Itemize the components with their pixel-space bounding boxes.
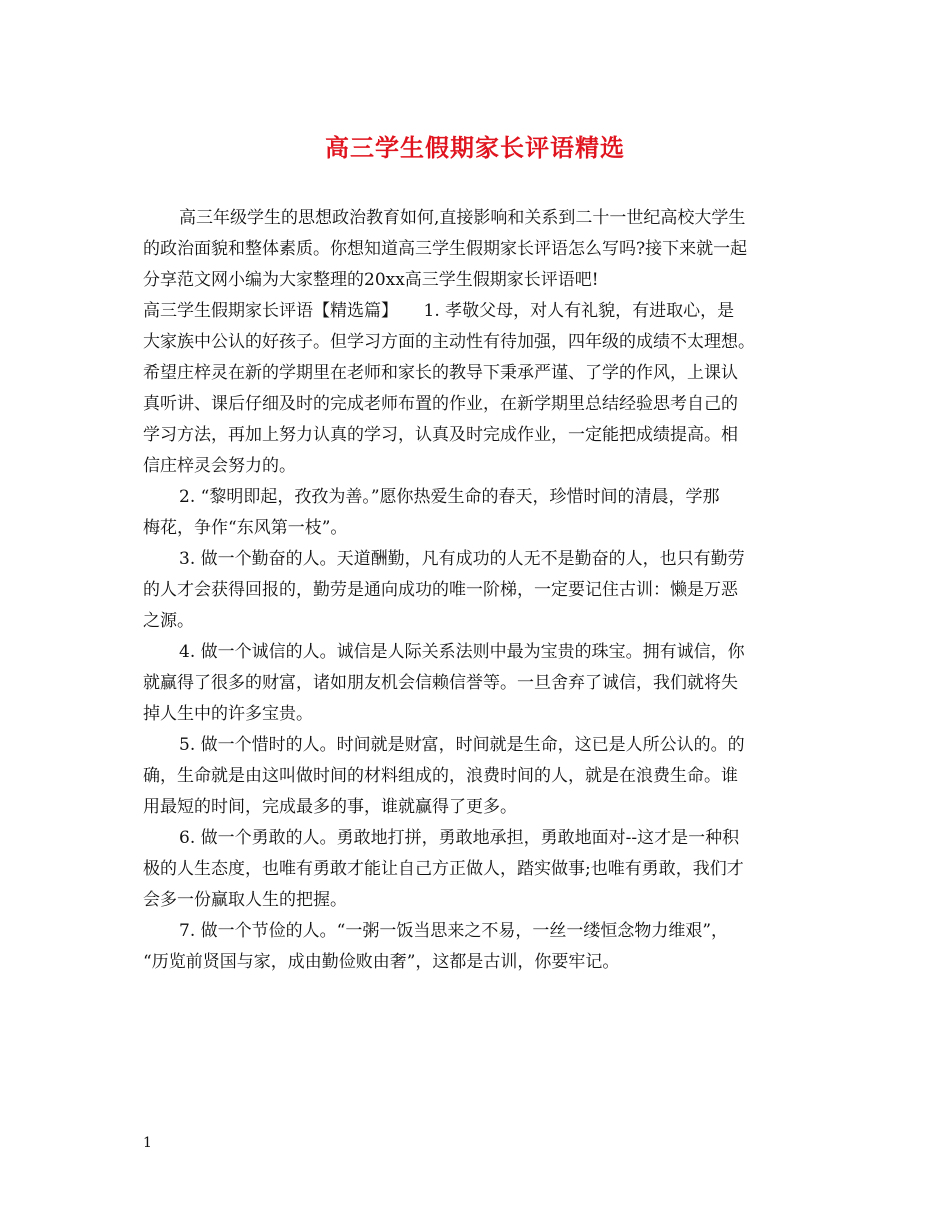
body-line: 高三年级学生的思想政治教育如何,直接影响和关系到二十一世纪高校大学生: [179, 208, 746, 228]
body-line: 的政治面貌和整体素质。你想知道高三学生假期家长评语怎么写吗?接下来就一起: [143, 239, 748, 259]
body-line: 6. 做一个勇敢的人。勇敢地打拼，勇敢地承担，勇敢地面对--这才是一种积: [179, 828, 740, 848]
body-line: 5. 做一个惜时的人。时间就是财富，时间就是生命，这已是人所公认的。的: [179, 735, 745, 755]
body-line: “历览前贤国与家，成由勤俭败由奢”，这都是古训，你要牢记。: [143, 952, 620, 972]
body-line: 真听讲、课后仔细及时的完成老师布置的作业，在新学期里总结经验思考自己的: [143, 394, 738, 414]
body-line: 7. 做一个节俭的人。“一粥一饭当思来之不易，一丝一缕恒念物力维艰”，: [179, 921, 729, 941]
body-line: 确，生命就是由这叫做时间的材料组成的，浪费时间的人，就是在浪费生命。谁: [143, 766, 738, 786]
page-number: 1: [143, 1135, 152, 1151]
body-line: 高三学生假期家长评语【精选篇】 1. 孝敬父母，对人有礼貌，有进取心，是: [143, 301, 735, 321]
body-line: 就赢得了很多的财富，诸如朋友机会信赖信誉等。一旦舍弃了诚信，我们就将失: [143, 673, 738, 693]
body-line: 4. 做一个诚信的人。诚信是人际关系法则中最为宝贵的珠宝。拥有诚信，你: [179, 642, 745, 662]
body-line: 分享范文网小编为大家整理的20xx高三学生假期家长评语吧!: [143, 270, 599, 290]
body-line: 信庄梓灵会努力的。: [143, 456, 296, 476]
body-line: 大家族中公认的好孩子。但学习方面的主动性有待加强，四年级的成绩不太理想。: [143, 332, 755, 352]
document-body: [143, 203, 811, 978]
body-line: 极的人生态度，也唯有勇敢才能让自己方正做人，踏实做事;也唯有勇敢，我们才: [143, 859, 744, 879]
body-line: 的人才会获得回报的，勤劳是通向成功的唯一阶梯，一定要记住古训：懒是万恶: [143, 580, 738, 600]
body-line: 掉人生中的许多宝贵。: [143, 704, 313, 724]
body-line: 之源。: [143, 611, 194, 631]
body-line: 会多一份赢取人生的把握。: [143, 890, 347, 910]
body-line: 希望庄梓灵在新的学期里在老师和家长的教导下秉承严谨、了学的作风，上课认: [143, 363, 738, 383]
body-line: 2. “黎明即起，孜孜为善。”愿你热爱生命的春天，珍惜时间的清晨，学那: [179, 487, 720, 507]
document-title: 高三学生假期家长评语精选: [325, 133, 625, 162]
body-line: 梅花，争作“东风第一枝”。: [143, 518, 348, 538]
body-line: 用最短的时间，完成最多的事，谁就赢得了更多。: [143, 797, 517, 817]
body-line: 学习方法，再加上努力认真的学习，认真及时完成作业，一定能把成绩提高。相: [143, 425, 738, 445]
body-line: 3. 做一个勤奋的人。天道酬勤，凡有成功的人无不是勤奋的人，也只有勤劳: [179, 549, 745, 569]
